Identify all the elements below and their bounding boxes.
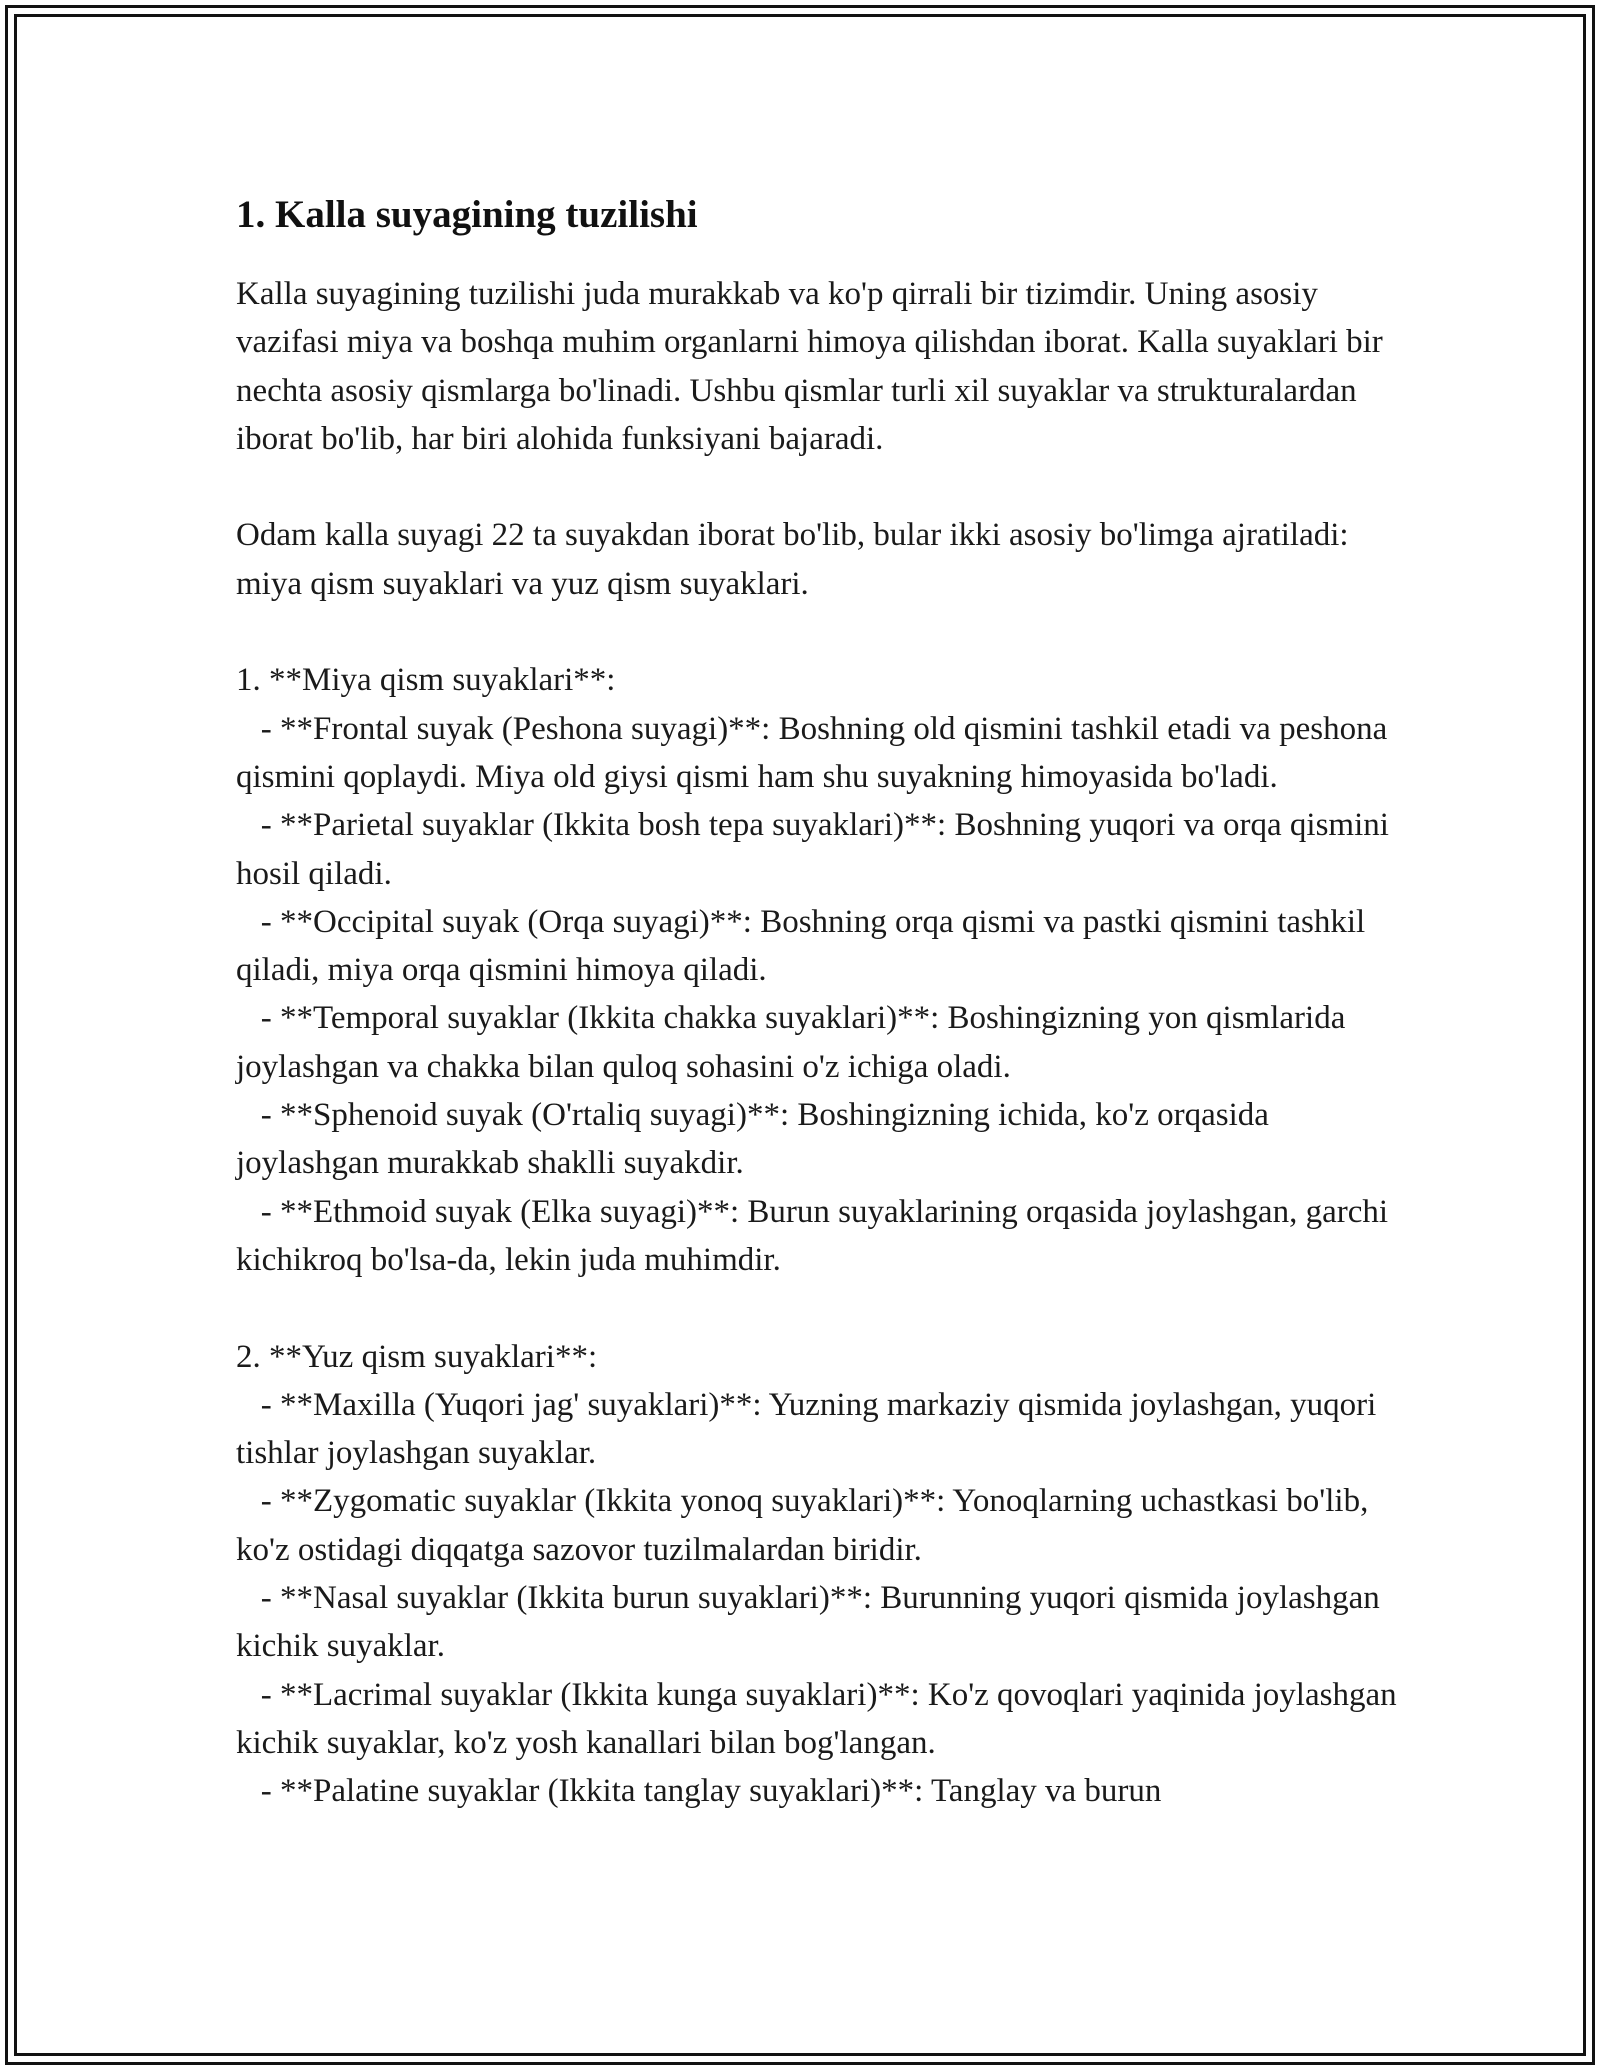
facial-bones-list: 2. **Yuz qism suyaklari**: - **Maxilla (Yuqori jag' suyaklari)**: Yuzning markaziy qismida joylashgan, yuqori tishlar joylashgan suyaklar. - **Zygomatic suyaklar (Ikkita yonoq suyaklari)**: Yonoqlarning uchastkasi bo'lib, ko'z ostidagi diqqatga sazovor tuzilmalardan biridir. - **Nasal suyaklar (Ikkita burun suyaklari)**: Burunning yuqori qismida joylashgan kichik suyaklar. - **Lacrimal suyaklar (Ikkita kunga suyaklari)**: Ko'z qovoqlari yaqinida joylashgan kichik suyaklar, ko'z yosh kanallari bilan bog'langan. - **Palatine suyaklar (Ikkita tanglay suyaklari)**: Tanglay va burun xyxy=(236,1338,1397,1810)
cranial-bones-list: 1. **Miya qism suyaklari**: - **Frontal suyak (Peshona suyagi)**: Boshning old qismini tashkil etadi va peshona qismini qoplaydi. Miya old giysi qismi ham shu suyakning himoyasida bo'ladi. - **Parietal suyaklar (Ikkita bosh tepa suyaklari)**: Boshning yuqori va orqa qismini hosil qiladi. - **Occipital suyak (Orqa suyagi)**: Boshning orqa qismi va pastki qismini tashkil qiladi, miya orqa qismini himoya qiladi. - **Temporal suyaklar (Ikkita chakka suyaklari)**: Boshingizning yon qismlarida joylashgan va chakka bilan quloq sohasini o'z ichiga oladi. - **Sphenoid suyak (O'rtaliq suyagi)**: Boshingizning ichida, ko'z orqasida joylashgan murakkab shaklli suyakdir. - **Ethmoid suyak (Elka suyagi)**: Burun suyaklarining orqasida joylashgan, garchi kichikroq bo'lsa-da, lekin juda muhimdir. xyxy=(236,662,1389,1278)
intro-paragraph: Kalla suyagining tuzilishi juda murakkab va ko'p qirrali bir tizimdir. Uning asosiy vazifasi miya va boshqa muhim organlarni himoya qilishdan iborat. Kalla suyaklari bir nechta asosiy qismlarga bo'linadi. Ushbu qismlar turli xil suyaklar va strukturalardan iborat bo'lib, har biri alohida funksiyani bajaradi. xyxy=(236,276,1392,457)
document-body xyxy=(236,190,1416,1816)
paragraph-spacer xyxy=(236,463,1416,511)
bone-count-paragraph: Odam kalla suyagi 22 ta suyakdan iborat bo'lib, bular ikki asosiy bo'limga ajratiladi: miya qism suyaklari va yuz qism suyaklari. xyxy=(236,517,1357,602)
section-heading: 1. Kalla suyagining tuzilishi xyxy=(236,193,698,236)
paragraph-spacer xyxy=(236,1284,1416,1332)
paragraph-spacer xyxy=(236,608,1416,656)
